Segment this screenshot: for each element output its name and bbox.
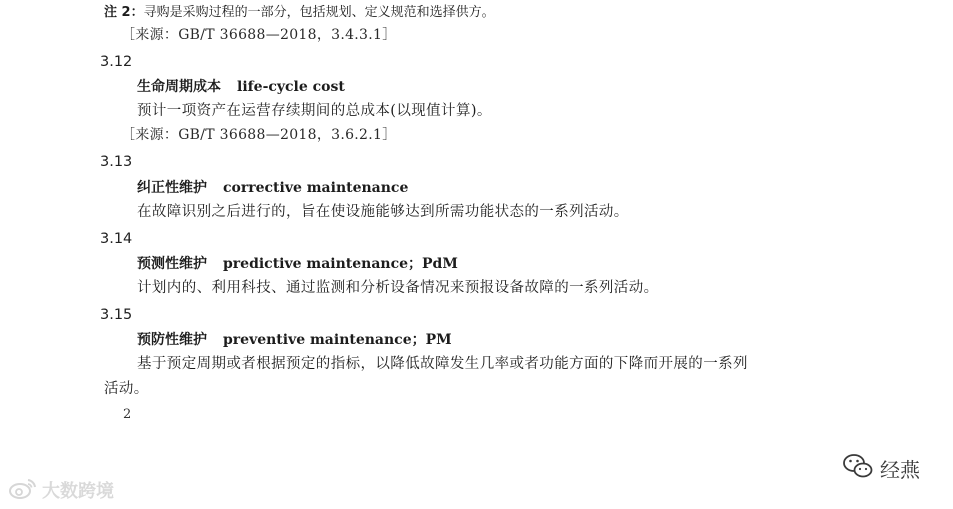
- term-heading: [137, 330, 452, 350]
- term-heading: [137, 77, 345, 97]
- term-definition: 计划内的、利用科技、通过监测和分析设备情况来预报设备故障的一系列活动。: [137, 280, 659, 296]
- term-zh: 生命周期成本: [137, 79, 221, 95]
- note-2: [104, 3, 495, 23]
- clause-number: 3.13: [100, 154, 133, 170]
- term-definition-line2: 活动。: [104, 381, 149, 397]
- term-en: preventive maintenance；PM: [223, 332, 452, 348]
- term-zh: 纠正性维护: [137, 180, 207, 196]
- clause-number: 3.15: [100, 307, 133, 323]
- note-label: 注 2：: [104, 5, 144, 20]
- term-en: life-cycle cost: [237, 79, 345, 95]
- term-definition-line1: 基于预定周期或者根据预定的指标，以降低故障发生几率或者功能方面的下降而开展的一系列: [137, 356, 748, 372]
- watermark-left-text: 大数跨境: [42, 481, 114, 502]
- watermark-right-text: 经燕: [880, 457, 920, 482]
- source-ref: ［来源：GB/T 36688—2018，3.4.3.1］: [121, 27, 397, 43]
- source-ref: ［来源：GB/T 36688—2018，3.6.2.1］: [121, 127, 397, 143]
- note-text: 寻购是采购过程的一部分，包括规划、定义规范和选择供方。: [143, 5, 495, 20]
- weibo-icon: [8, 476, 38, 505]
- clause-number: 3.12: [100, 54, 133, 70]
- page-number: 2: [123, 407, 132, 422]
- term-heading: [137, 178, 408, 198]
- watermark-left: [8, 476, 114, 504]
- term-en: corrective maintenance: [223, 180, 409, 196]
- clause-number: 3.14: [100, 231, 133, 247]
- term-definition: 在故障识别之后进行的，旨在使设施能够达到所需功能状态的一系列活动。: [137, 204, 629, 220]
- term-heading: [137, 254, 458, 274]
- term-zh: 预防性维护: [137, 332, 207, 348]
- term-en: predictive maintenance；PdM: [223, 256, 458, 272]
- term-zh: 预测性维护: [137, 256, 207, 272]
- watermark-right: [842, 452, 920, 484]
- wechat-icon: [842, 452, 874, 485]
- term-definition: 预计一项资产在运营存续期间的总成本(以现值计算)。: [137, 103, 492, 119]
